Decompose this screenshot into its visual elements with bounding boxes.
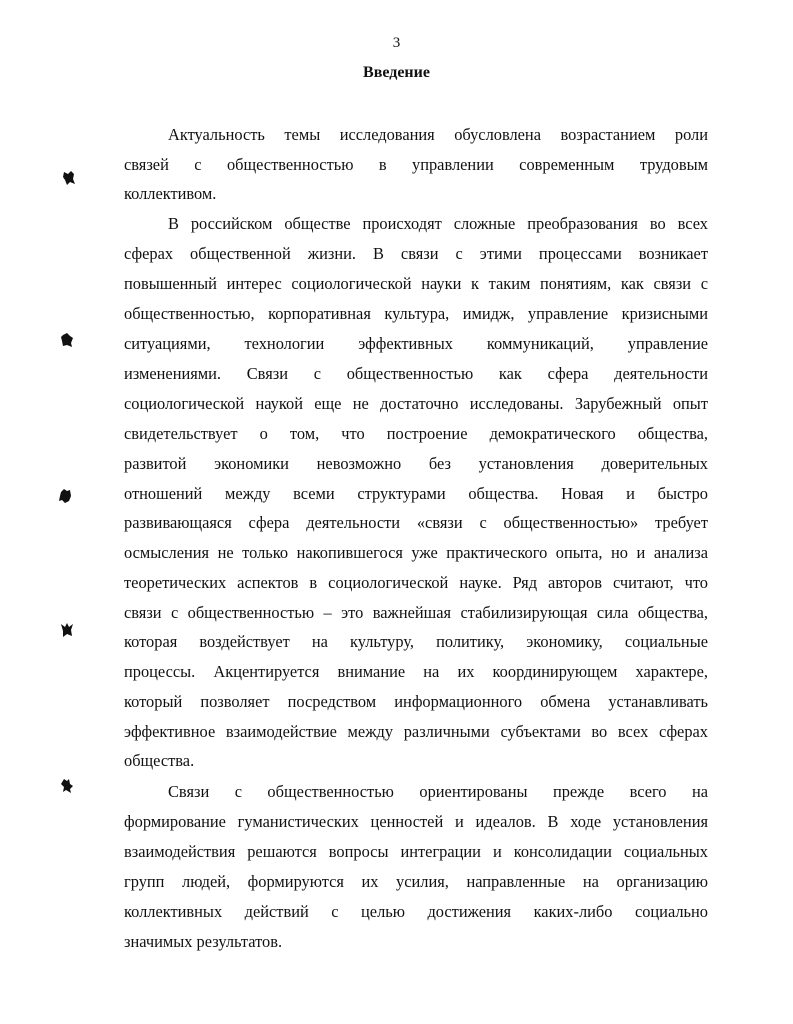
- text-line: свидетельствует о том, что построение демократического общества,: [124, 424, 708, 443]
- text-line: В российском обществе происходят сложные преобразования во всех: [168, 214, 708, 233]
- page-title: Введение: [363, 64, 430, 81]
- text-line: осмысления не только накопившегося уже практического опыта, но и анализа: [124, 543, 708, 562]
- text-line: формирование гуманистических ценностей и идеалов. В ходе установления: [124, 812, 708, 831]
- text-line: коллективом.: [124, 184, 217, 203]
- text-line: развивающаяся сфера деятельности «связи с общественностью» требует: [124, 513, 708, 532]
- text-line: групп людей, формируются их усилия, направленные на организацию: [124, 872, 708, 891]
- text-line: социологической наукой еще не достаточно исследованы. Зарубежный опыт: [124, 394, 708, 413]
- text-line: процессы. Акцентируется внимание на их координирующем характере,: [124, 662, 708, 681]
- text-line: связи с общественностью – это важнейшая стабилизирующая сила общества,: [124, 603, 708, 622]
- text-line: эффективное взаимодействие между различными субъектами во всех сферах: [124, 722, 708, 741]
- text-line: которая воздействует на культуру, политику, экономику, социальные: [124, 632, 708, 651]
- text-line: взаимодействия решаются вопросы интеграции и консолидации социальных: [124, 842, 708, 861]
- text-line: отношений между всеми структурами общества. Новая и быстро: [124, 484, 708, 503]
- text-line: сферах общественной жизни. В связи с этими процессами возникает: [124, 244, 708, 263]
- binding-mark-icon: [60, 778, 74, 794]
- binding-mark-icon: [60, 622, 74, 638]
- text-line: общества.: [124, 751, 195, 770]
- text-line: связей с общественностью в управлении современным трудовым: [124, 155, 708, 174]
- text-line: Актуальность темы исследования обусловлена возрастанием роли: [168, 125, 708, 144]
- text-line: повышенный интерес социологической науки к таким понятиям, как связи с: [124, 274, 708, 293]
- binding-mark-icon: [62, 170, 76, 186]
- text-line: общественностью, корпоративная культура, имидж, управление кризисными: [124, 304, 708, 323]
- text-line: Связи с общественностью ориентированы прежде всего на: [168, 782, 708, 801]
- text-line: значимых результатов.: [124, 932, 283, 951]
- page-number: 3: [392, 35, 401, 51]
- binding-mark-icon: [60, 332, 74, 348]
- text-line: развитой экономики невозможно без установления доверительных: [124, 454, 708, 473]
- text-line: теоретических аспектов в социологической науке. Ряд авторов считают, что: [124, 573, 708, 592]
- binding-mark-icon: [58, 488, 72, 504]
- text-line: изменениями. Связи с общественностью как сфера деятельности: [124, 364, 708, 383]
- text-line: коллективных действий с целью достижения каких-либо социально: [124, 902, 708, 921]
- text-line: который позволяет посредством информационного обмена устанавливать: [124, 692, 708, 711]
- text-line: ситуациями, технологии эффективных коммуникаций, управление: [124, 334, 708, 353]
